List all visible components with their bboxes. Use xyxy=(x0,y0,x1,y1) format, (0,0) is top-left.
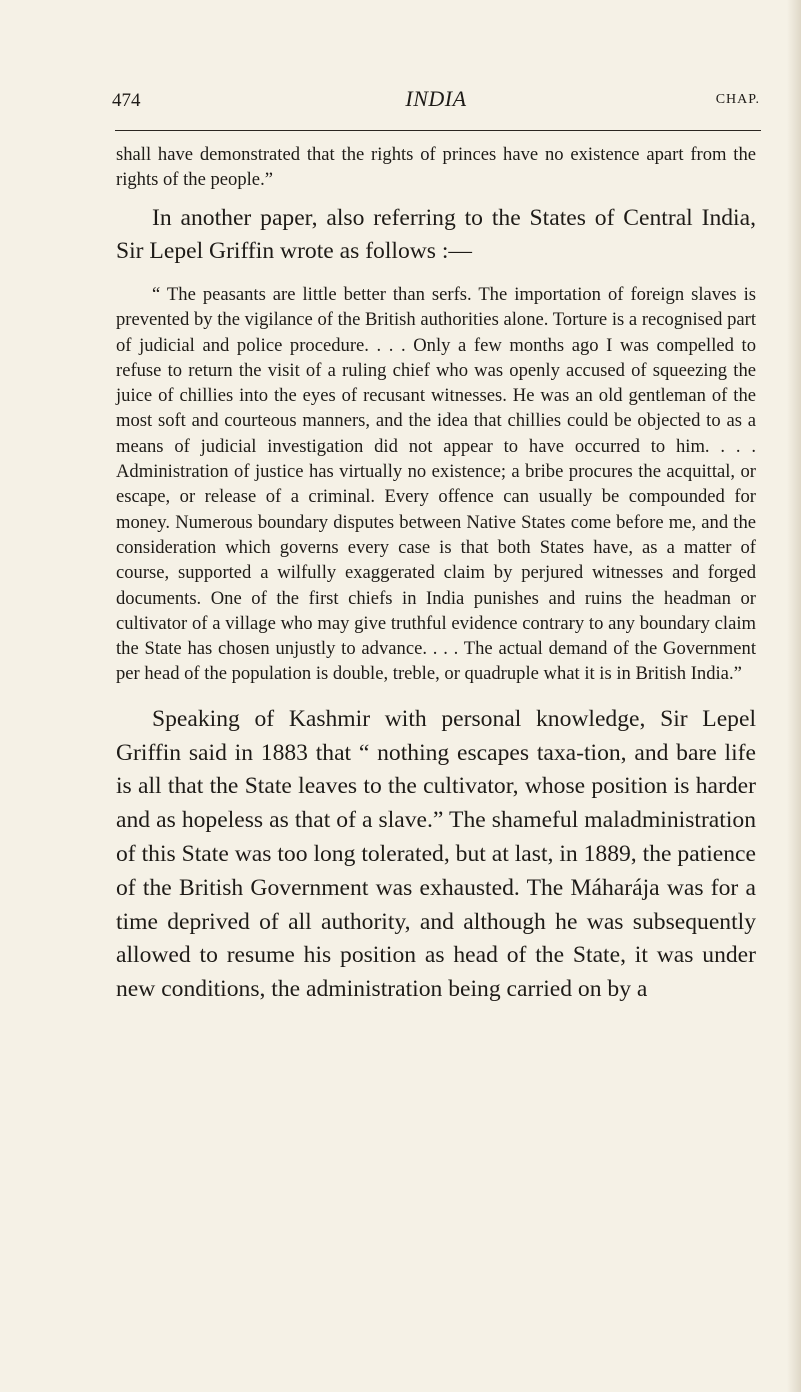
page-edge-shadow xyxy=(787,0,801,1392)
kashmir-paragraph: Speaking of Kashmir with personal knowledge, Sir Lepel Griffin said in 1883 that “ nothing escapes taxa-tion, and bare life is all that the State leaves to the cultivator, whose position is harder and as hopeless as that of a slave.” The shameful maladministration of this State was too long tolerated, but at last, in 1889, the patience of the British Government was exhausted. The Máharája was for a time deprived of all authority, and although he was subsequently allowed to resume his position as head of the State, it was under new conditions, the administration being carried on by a xyxy=(116,705,756,1003)
running-head: INDIA xyxy=(405,86,467,111)
header-rule xyxy=(115,130,761,131)
intro-paragraph: In another paper, also referring to the States of Central India, Sir Lepel Griffin wrote as follows :— xyxy=(116,205,756,264)
griffin-quote: “ The peasants are little better than serfs. The importation of foreign slaves is prevented by the vigilance of the British authorities alone. Torture is a recognised part of judicial and police procedure. . . . Only a few months ago I was compelled to refuse to return the visit of a ruling chief who was openly accused of squeezing the juice of chillies into the eyes of recusant witnesses. He was an old gentleman of the most soft and courteous manners, and the idea that chillies could be objected to as a means of judicial investigation did not appear to have occurred to him. . . . Administration of justice has virtually no existence; a bribe procures the acquittal, or escape, or release of a criminal. Every offence can usually be compounded for money. Numerous boundary disputes between Native States come before me, and the consideration which governs every case is that both States have, as a matter of course, supported a wilfully exaggerated claim by perjured witnesses and forged documents. One of the first chiefs in India punishes and ruins the headman or cultivator of a village who may give truthful evidence contrary to any boundary claim the State has chosen unjustly to advance. . . . The actual demand of the Government per head of the population is double, treble, or quadruple what it is in British India.” xyxy=(116,284,756,685)
quote-continuation: shall have demonstrated that the rights of princes have no existence apart from the rights of the people.” xyxy=(116,144,756,190)
page-number: 474 xyxy=(112,90,141,111)
chapter-label: CHAP. xyxy=(715,92,760,107)
page-header xyxy=(112,84,760,112)
page-body xyxy=(116,142,756,1007)
